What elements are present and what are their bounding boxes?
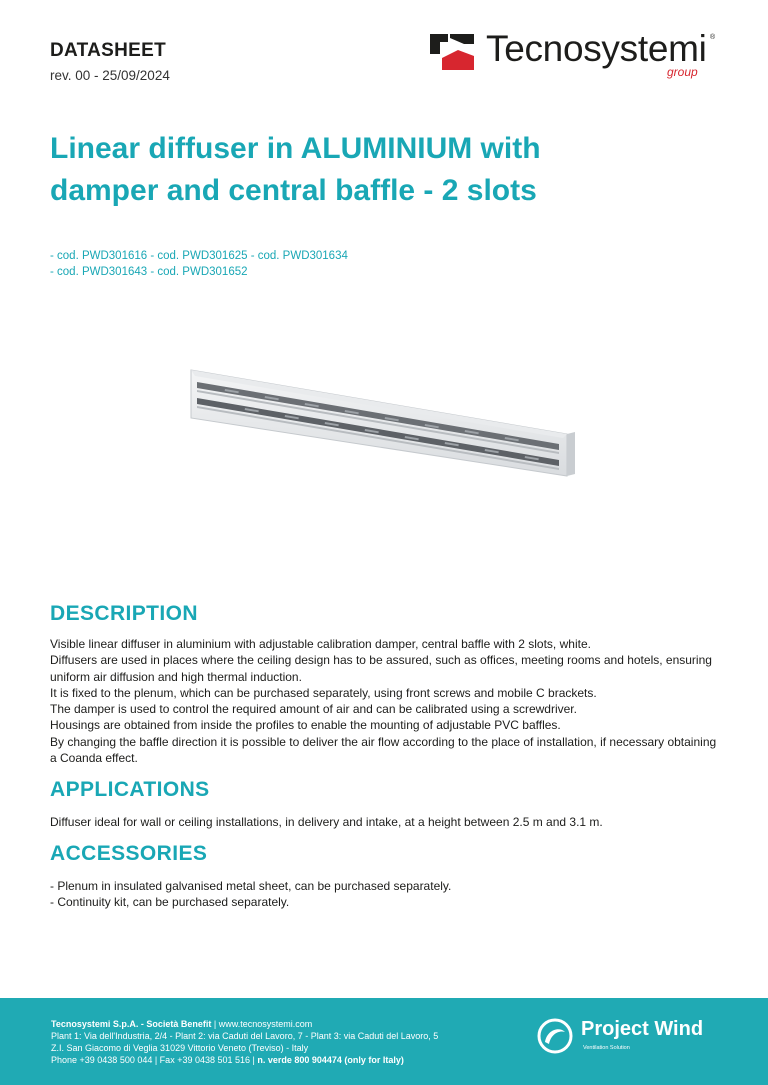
- phone-fax: Phone +39 0438 500 044 | Fax +39 0438 501 516 |: [51, 1055, 258, 1065]
- description-paragraph: By changing the baffle direction it is possible to deliver the air flow according to the place of installation, if necessary obtaining a Coanda effect.: [50, 734, 717, 766]
- description-paragraph: Diffusers are used in places where the ceiling design has to be assured, such as offices, meeting rooms and hotels, ensuring uniform air diffusion and high thermal induction.: [50, 653, 712, 684]
- toll-free-number: n. verde 800 904474 (only for Italy): [257, 1055, 404, 1065]
- plants-address: Plant 1: Via dell'Industria, 2/4 - Plant 2: via Caduti del Lavoro, 7 - Plant 3: via Caduti del Lavoro, 5: [51, 1031, 439, 1041]
- project-wind-swirl-icon: [537, 1018, 573, 1054]
- document-type: DATASHEET: [50, 40, 166, 61]
- accessories-heading: ACCESSORIES: [50, 842, 208, 865]
- product-title-line1: Linear diffuser in ALUMINIUM with: [50, 132, 541, 165]
- footer-contact: [51, 1018, 438, 1066]
- tecnosystemi-mark-icon: [428, 32, 478, 72]
- footer: [0, 998, 768, 1085]
- brand-name: Tecnosystemi: [486, 28, 707, 69]
- website-link[interactable]: | www.tecnosystemi.com: [211, 1019, 313, 1029]
- brand-group: group: [667, 65, 698, 79]
- project-wind-logo: [537, 1016, 727, 1060]
- applications-heading: APPLICATIONS: [50, 778, 210, 801]
- zone-address: Z.I. San Giacomo di Veglia 31029 Vittorio Veneto (Treviso) - Italy: [51, 1043, 309, 1053]
- accessory-item: - Continuity kit, can be purchased separately.: [50, 895, 290, 910]
- revision-date: rev. 00 - 25/09/2024: [50, 68, 170, 83]
- linear-diffuser-image: [185, 368, 575, 498]
- product-title-line2: damper and central baffle - 2 slots: [50, 174, 537, 207]
- codes-line2: - cod. PWD301643 - cod. PWD301652: [50, 266, 248, 278]
- applications-text: Diffuser ideal for wall or ceiling installations, in delivery and intake, at a height between 2.5 m and 3.1 m.: [50, 815, 603, 829]
- description-heading: DESCRIPTION: [50, 602, 198, 625]
- project-wind-subtitle: Ventilation Solution: [583, 1045, 630, 1051]
- description-paragraph: Housings are obtained from inside the profiles to enable the mounting of adjustable PVC baffles.: [50, 718, 561, 733]
- accessory-item: - Plenum in insulated galvanised metal sheet, can be purchased separately.: [50, 879, 452, 893]
- applications-body: [50, 814, 720, 830]
- header-block: [50, 40, 170, 83]
- company-name: Tecnosystemi S.p.A. - Società Benefit: [51, 1019, 212, 1029]
- description-paragraph: It is fixed to the plenum, which can be purchased separately, using front screws and mobile C brackets.: [50, 685, 597, 700]
- product-codes: [50, 248, 348, 280]
- codes-line1: - cod. PWD301616 - cod. PWD301625 - cod. PWD301634: [50, 250, 348, 262]
- registered-mark: ®: [710, 34, 716, 41]
- description-paragraph: The damper is used to control the required amount of air and can be calibrated using a screwdriver.: [50, 702, 577, 717]
- description-paragraph: Visible linear diffuser in aluminium with adjustable calibration damper, central baffle with 2 slots, white.: [50, 637, 591, 651]
- project-wind-name: Project Wind: [581, 1018, 704, 1040]
- description-body: [50, 636, 720, 766]
- tecnosystemi-logo: [428, 28, 728, 84]
- product-title: [50, 128, 690, 212]
- accessories-list: [50, 878, 720, 911]
